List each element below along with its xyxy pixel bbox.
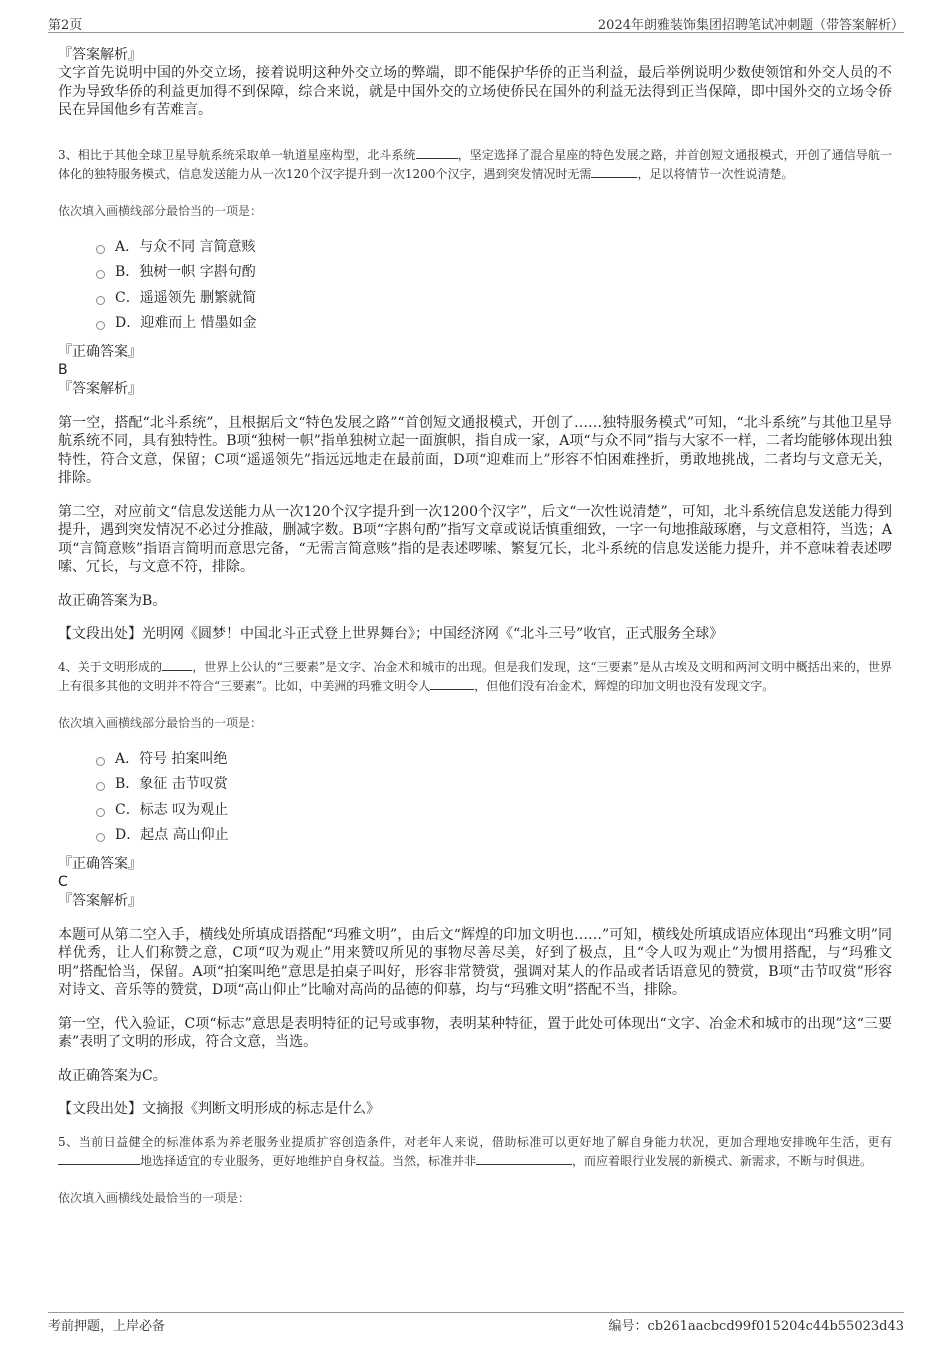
q3-options	[58, 235, 892, 337]
q3-analysis-label: 『答案解析』	[58, 380, 142, 397]
radio-icon[interactable]	[96, 270, 105, 279]
document-title: 2024年朗雅装饰集团招聘笔试冲刺题（带答案解析）	[597, 18, 904, 33]
question-5	[58, 1133, 892, 1207]
q5-prompt: 依次填入画横线处最恰当的一项是：	[58, 1190, 251, 1205]
q3-stem: 3、相比于其他全球卫星导航系统采取单一轨道星座构型，北斗系统 ，坚定选择了混合星座的特色发展之路，并首创短文通报模式，开创了通信导航一体化的独特服务模式，信息发送能力从一次120个汉字提升到一次1200个汉字，遇到突发情况时无需 ，足以将情节一次性说清楚。	[58, 147, 892, 181]
q3-option-d[interactable]: D．迎难而上 惜墨如金	[96, 311, 892, 337]
q4-stem: 4、关于文明形成的 ，世界上公认的“三要素”是文字、冶金术和城市的出现。但是我们发现，这“三要素”是从古埃及文明和两河文明中概括出来的，世界上有很多其他的文明并不符合“三要素”。比如，中美洲的玛雅文明令人 ，但他们没有冶金术，辉煌的印加文明也没有发现文字。	[58, 659, 893, 693]
q4-option-b[interactable]: B．象征 击节叹赏	[96, 772, 892, 798]
q3-option-a[interactable]: A．与众不同 言简意赅	[96, 235, 892, 261]
blank	[476, 1152, 572, 1165]
q4-answer: C	[58, 873, 68, 890]
radio-icon[interactable]	[96, 833, 105, 842]
q2-analysis: 文字首先说明中国的外交立场，接着说明这种外交立场的弊端，即不能保护华侨的正当利益，最后举例说明少数使领馆和外交人员的不作为导致华侨的利益更加得不到保障，综合来说，就是中国外交的立场使侨民在国外的利益无法得到正当保障，即中国外交的立场令侨民在异国他乡有苦难言。	[58, 65, 892, 118]
q3-analysis-p3: 故正确答案为B。	[58, 592, 167, 609]
page-number: 第2页	[48, 18, 83, 33]
q3-analysis-p1: 第一空，搭配“北斗系统”，且根据后文“特色发展之路”“首创短文通报模式，开创了……独特服务模式”可知，“北斗系统”与其他卫星导航系统不同，具有独特性。B项“独树一帜”指单独树立起一面旗帜，指自成一家，A项“与众不同”指与大家不一样，二者均能够体现出独特性，符合文意，保留；C项“遥遥领先”指远远地走在最前面，D项“迎难而上”形容不怕困难挫折，勇敢地挑战，二者均与文意无关，排除。	[58, 414, 892, 486]
radio-icon[interactable]	[96, 808, 105, 817]
q3-answer: B	[58, 361, 68, 378]
footer-slogan: 考前押题，上岸必备	[48, 1319, 166, 1334]
q5-stem: 5、当前日益健全的标准体系为养老服务业提质扩容创造条件，对老年人来说，借助标准可以更好地了解自身能力状况，更加合理地安排晚年生活，更有地选择适宜的专业服务，更好地维护自身权益。当然，标准并非 ，而应着眼行业发展的新模式、新需求，不断与时俱进。	[58, 1134, 892, 1168]
q4-options	[58, 747, 892, 849]
q4-analysis-p3: 故正确答案为C。	[58, 1067, 167, 1084]
blank	[162, 658, 192, 671]
radio-icon[interactable]	[96, 296, 105, 305]
q4-option-a[interactable]: A．符号 拍案叫绝	[96, 747, 892, 773]
q3-option-c[interactable]: C．遥遥领先 删繁就简	[96, 286, 892, 312]
q3-prompt: 依次填入画横线部分最恰当的一项是：	[58, 203, 263, 218]
radio-icon[interactable]	[96, 757, 105, 766]
q4-prompt: 依次填入画横线部分最恰当的一项是：	[58, 715, 263, 730]
q3-analysis-p2: 第二空，对应前文“信息发送能力从一次120个汉字提升到一次1200个汉字”，后文“一次性说清楚”，可知，北斗系统信息发送能力得到提升，遇到突发情况不必过分推敲，删减字数。B项“字斟句酌”指写文章或说话慎重细致，一字一句地推敲琢磨，与文意相符，当选；A项“言简意赅”指语言简明而意思完备，“无需言简意赅”指的是表述啰嗦、繁复冗长，北斗系统的信息发送能力提升，并不意味着表述啰嗦、冗长，与文意不符，排除。	[58, 503, 892, 575]
main-content	[58, 46, 892, 1207]
q2-analysis-label: 『答案解析』	[58, 47, 142, 63]
q4-option-c[interactable]: C．标志 叹为观止	[96, 798, 892, 824]
blank	[591, 165, 637, 178]
radio-icon[interactable]	[96, 321, 105, 330]
q4-analysis-p2: 第一空，代入验证，C项“标志”意思是表明特征的记号或事物，表明某种特征，置于此处可体现出“文字、冶金术和城市的出现”这“三要素”表明了文明的形成，符合文意，当选。	[58, 1015, 892, 1050]
blank	[430, 677, 474, 690]
q3-option-b[interactable]: B．独树一帜 字斟句酌	[96, 260, 892, 286]
radio-icon[interactable]	[96, 782, 105, 791]
document-id: 编号：cb261aacbcd99f015204c44b55023d43	[608, 1319, 904, 1334]
q4-option-d[interactable]: D．起点 高山仰止	[96, 823, 892, 849]
question-3	[58, 146, 892, 644]
q3-source: 【文段出处】光明网《圆梦！中国北斗正式登上世界舞台》；中国经济网《“北斗三号”收官，正式服务全球》	[58, 626, 724, 642]
page-header	[48, 10, 904, 33]
blank	[58, 1152, 140, 1165]
radio-icon[interactable]	[96, 245, 105, 254]
page-footer	[48, 1312, 904, 1335]
q4-analysis-p1: 本题可从第二空入手，横线处所填成语搭配“玛雅文明”，由后文“辉煌的印加文明也……”可知，横线处所填成语应体现出“玛雅文明”同样优秀，让人们称赞之意，C项“叹为观止”用来赞叹所见的事物尽善尽美，好到了极点，且“令人叹为观止”为惯用搭配，与“玛雅文明”搭配恰当，保留。A项“拍案叫绝”意思是拍桌子叫好，形容非常赞赏，强调对某人的作品或者话语意见的赞赏，B项“击节叹赏”形容对诗文、音乐等的赞赏，D项“高山仰止”比喻对高尚的品德的仰慕，均与“玛雅文明”搭配不当，排除。	[58, 926, 892, 998]
q4-analysis-label: 『答案解析』	[58, 892, 142, 909]
q4-correct-label: 『正确答案』	[58, 855, 142, 872]
question-4	[58, 658, 892, 1119]
blank	[416, 146, 458, 159]
q3-correct-label: 『正确答案』	[58, 343, 142, 360]
q4-source: 【文段出处】文摘报《判断文明形成的标志是什么》	[58, 1101, 380, 1117]
